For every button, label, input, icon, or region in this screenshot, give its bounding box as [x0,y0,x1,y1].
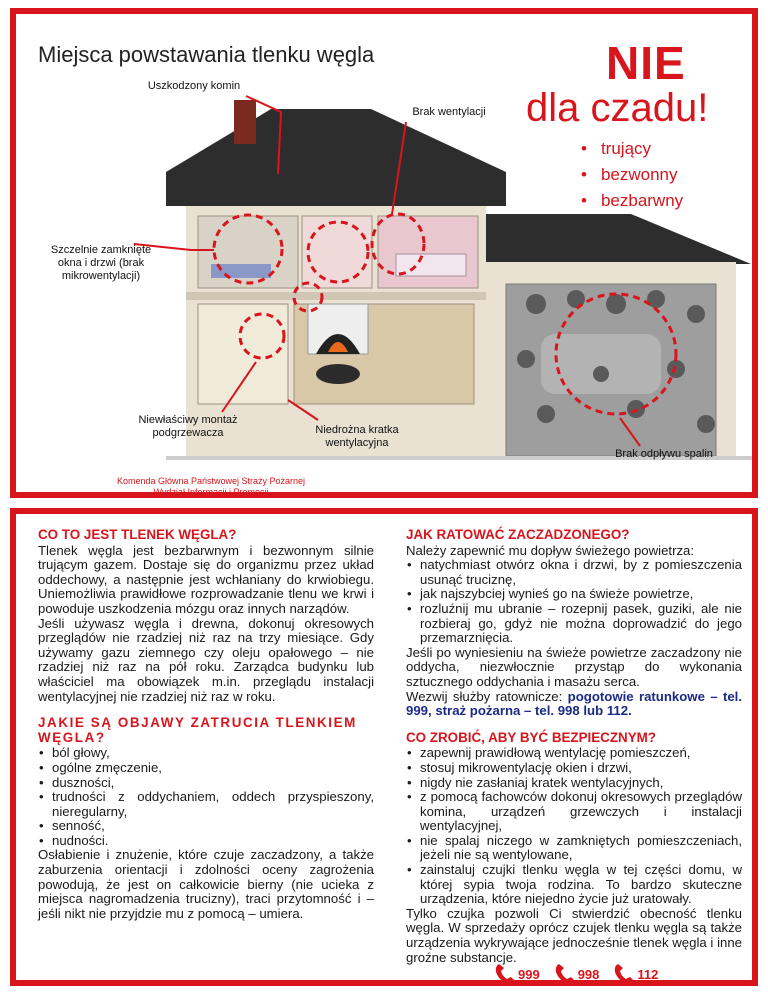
list-item: • z pomocą fachowców dokonuj okresowych przeglądów komina, urządzeń grzewczych i instalacji wentylacyjnej, [406,790,742,834]
headline-dla-czadu: dla czadu! [526,86,709,130]
section-paragraph: Osłabienie i znużenie, które czuje zaczadzony, a także zaburzenia orientacji i zdolności oceny zagrożenia powodują, że jest on całkowicie bierny (nie ucieka z miejsca nagromadzenia trucizny), traci przytomność i – jeśli nikt nie przyjdzie mu z pomocą – umiera. [38,847,374,921]
list-item: • duszności, [38,776,374,791]
phone-handset-icon [494,962,516,986]
phone-112 [613,962,658,986]
section-title-safety: CO ZROBIĆ, ABY BYĆ BEZPIECZNYM? [406,729,656,745]
infographic-title: Miejsca powstawania tlenku węgla [38,42,375,67]
section-paragraph: Należy zapewnić mu dopływ świeżego powietrza: [406,542,695,558]
list-item: • nigdy nie zasłaniaj kratek wentylacyjnych, [406,776,742,791]
headline-nie: NIE [606,37,686,89]
bedroom-right [378,216,478,288]
call-intro: Wezwij służby ratownicze: [406,688,568,704]
list-item: • rozluźnij mu ubranie – rozepnij pasek, guziki, ale nie rozbieraj go, gdyż nie można doprowadzić do jego przemarznięcia. [406,602,742,646]
credit-line-2: Wydział Informacji i Promocji [153,487,269,497]
phone-number: 998 [577,966,600,982]
label-grate: Niedrożna kratka wentylacyjna [315,424,399,449]
list-item: • zapewnij prawidłową wentylację pomieszczeń, [406,746,742,761]
car [541,334,661,394]
section-paragraph: Jeśli używasz węgla i drewna, dokonuj okresowych przeglądów nie rzadziej niż raz na trzy miesiące. Gdy używamy gazu ziemnego czy oleju opałowego – nie rzadziej niż raz na pół roku. Zarządca budynku lub właściciel ma obowiązek m.in. przeglądu instalacji wentylacyjnej nie rzadziej niż raz w roku. [38,615,374,704]
list-item: • zainstaluj czujki tlenku węgla w tej części domu, w której sypia twoja rodzina. To bardzo skuteczne urządzenia, które niejedno życie już uratowały. [406,863,742,907]
property-item: • bezwonny [581,162,683,188]
bathroom [302,216,372,288]
emergency-call-text [406,690,742,719]
section-title-symptoms: JAKIE SĄ OBJAWY ZATRUCIA TLENKIEM WĘGLA? [38,715,357,745]
list-item: • stosuj mikrowentylację okien i drzwi, [406,761,742,776]
phone-handset-icon [554,962,576,986]
phone-number: 999 [518,966,540,982]
phone-998 [554,962,600,986]
label-windows: Szczelnie zamknięte okna i drzwi (brak mikrowentylacji) [50,244,152,282]
section-paragraph: Jeśli po wyniesieniu na świeże powietrze zaczadzony nie oddycha, niezwłocznie przystąp do wykonania sztucznego oddychania i masażu serca. [406,644,742,689]
list-item: • trudności z oddychaniem, oddech przyspieszony, nieregularny, [38,790,374,819]
chimney [234,100,256,144]
credit [96,476,326,498]
main-roof [166,109,506,206]
section-title-what-is-co: CO TO JEST TLENEK WĘGLA? [38,527,237,542]
section-paragraph: Tylko czujka pozwoli Ci stwierdzić obecność tlenku węgla. W sprzedaży oprócz czujek tlenku węgla są także urządzenia wykrywające jednocześnie tlenek węgla i inne groźne substancje. [406,905,742,965]
credit-line-1: Komenda Główna Państwowej Straży Pożarnej [116,476,306,486]
label-ventilation: Brak wentylacji [412,106,486,118]
floor-slab [186,292,486,300]
phone-handset-icon [613,962,635,986]
safety-list [406,746,742,907]
label-chimney: Uszkodzony komin [147,80,241,92]
list-item: • senność, [38,819,374,834]
phone-number: 112 [637,966,659,982]
section-paragraph: Tlenek węgla jest bezbarwnym i bezwonnym silnie trującym gazem. Dostaje się do organizmu przez układ oddechowy, a następnie jest wchłaniany do krwiobiegu. Uniemożliwia prawidłowe rozprowadzanie tlenu we krwi i powoduje uszkodzenia mózgu oraz innych narządów. [38,542,374,616]
phone-999 [494,962,540,986]
bed [396,254,466,276]
label-exhaust: Brak odpływu spalin [615,448,713,460]
list-item: • ból głowy, [38,746,374,761]
emergency-numbers: pogotowie ratunkowe – tel. 999, straż pożarna – tel. 998 lub 112. [406,688,742,719]
list-item: • jak najszybciej wynieś go na świeże powietrze, [406,587,742,602]
symptoms-list [38,746,374,848]
list-item: • ogólne zmęczenie, [38,761,374,776]
unconscious-person [316,364,360,384]
garage-roof [481,214,751,264]
info-panel [10,508,758,986]
section-title-rescue: JAK RATOWAĆ ZACZADZONEGO? [406,527,630,542]
kitchen [198,304,288,404]
house-infographic-panel [10,8,758,498]
right-column [406,528,742,965]
property-item: • bezbarwny [581,188,683,214]
emergency-phone-row [494,962,658,986]
list-item: • natychmiast otwórz okna i drzwi, by z pomieszczenia usunąć truciznę, [406,558,742,587]
label-heater: Niewłaściwy montaż podgrzewacza [138,414,238,439]
list-item: • nudności. [38,834,374,849]
left-column [38,528,374,921]
property-item: • trujący [581,136,683,162]
rescue-list [406,558,742,646]
list-item: • nie spalaj niczego w zamkniętych pomieszczeniach, jeżeli nie są wentylowane, [406,834,742,863]
